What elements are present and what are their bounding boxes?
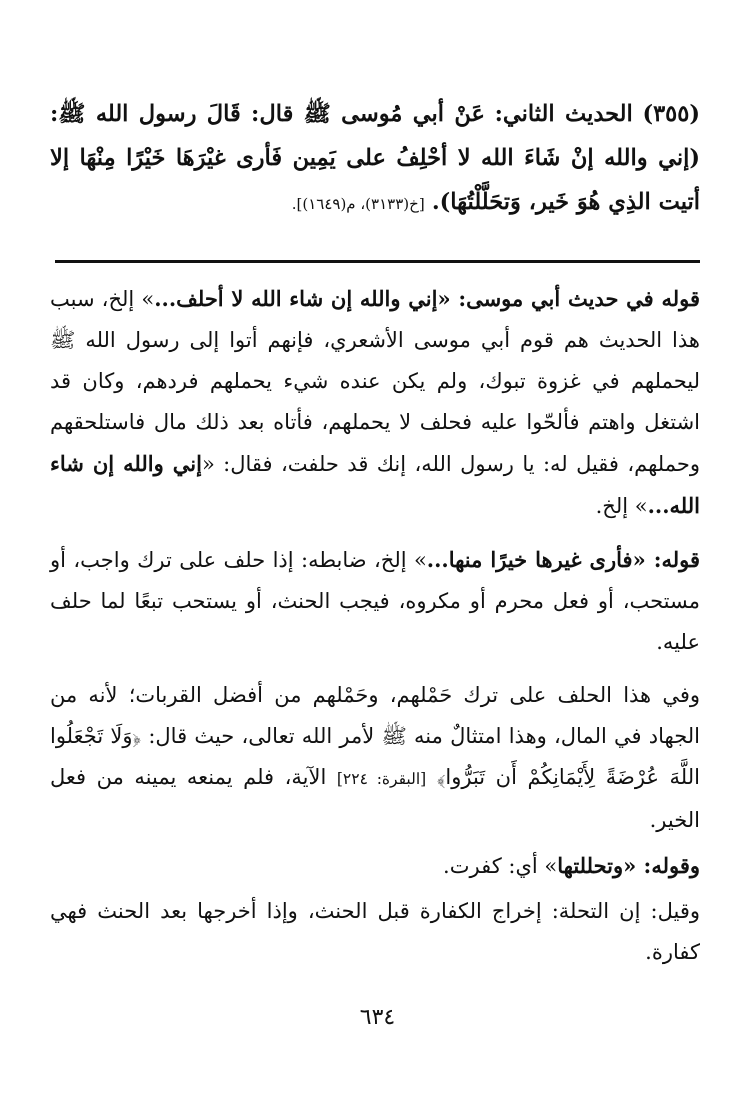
comment-quote: وتحللتها	[557, 853, 624, 878]
quran-reference: [البقرة: ٢٢٤]	[336, 770, 427, 788]
commentary-block	[50, 278, 700, 985]
comment-lead: وقوله: «	[623, 853, 700, 878]
comment-lead: قوله: «	[632, 547, 700, 572]
comment-text: » إلخ.	[595, 494, 648, 518]
hadith-heading: الحديث الثاني:	[494, 101, 633, 127]
comment-text: » إلخ، سبب هذا الحديث هم قوم أبي موسى الأشعري، فإنهم أتوا إلى رسول الله ﷺ ليحملهم في غزوة تبوك، ولم يكن عنده شيء يحملهم فردهم، وكان قد اشتغل واهتم فألحّوا عليه فحلف لا يحملهم، فأتاه بعد ذلك مال فاستلحقهم وحملهم، فقيل له: يا رسول الله، إنك قد حلفت، فقال: «	[50, 287, 701, 476]
comment-text: » أي: كفرت.	[443, 854, 558, 878]
comment-lead: قوله في حديث أبي موسى: «	[437, 286, 701, 311]
commentary-paragraph	[50, 891, 700, 973]
commentary-paragraph	[50, 845, 700, 887]
hadith-number: (٣٥٥)	[642, 101, 701, 127]
section-divider	[55, 260, 700, 263]
page-number: ٦٣٤	[359, 1005, 396, 1030]
hadith-reference: [خ(٣١٣٣)، م(١٦٤٩)].	[291, 195, 425, 213]
hadith-block	[50, 92, 700, 226]
comment-text: الآية، فلم يمنعه يمينه من فعل الخير.	[50, 765, 700, 832]
commentary-paragraph	[50, 278, 700, 527]
hadith-text: عَنْ أبي مُوسى ﷺ قال: قَالَ رسول الله ﷺ: (إني والله إنْ شَاءَ الله لا أحْلِفُ على يَمِين فَأرى غيْرَهَا خَيْرًا مِنْهَا إلا أتيت الذِي هُوَ خَير، وَتحَلَّلْتُهَا).	[50, 101, 700, 215]
comment-quote: إني والله إن شاء الله...	[50, 451, 700, 518]
commentary-paragraph	[50, 675, 700, 841]
comment-quote: فأرى غيرها خيرًا منها...	[426, 547, 633, 572]
commentary-paragraph	[50, 539, 700, 663]
comment-text: » إلخ، ضابطه: إذا حلف على ترك واجب، أو مستحب، أو فعل محرم أو مكروه، فيجب الحنث، أو يستحب تبعًا لما حلف عليه.	[50, 548, 700, 654]
comment-text: وفي هذا الحلف على ترك حَمْلهم، وحَمْلهم من أفضل القربات؛ لأنه من الجهاد في المال، وهذا امتثالٌ منه ﷺ لأمر الله تعالى، حيث قال: ﴿وَلَا تَجْعَلُوا اللَّهَ عُرْضَةً لِأَيْمَانِكُمْ أَن تَبَرُّوا﴾	[50, 683, 700, 789]
comment-quote: إني والله إن شاء الله لا أحلف...	[154, 286, 438, 311]
comment-text: وقيل: إن التحلة: إخراج الكفارة قبل الحنث، وإذا أخرجها بعد الحنث فهي كفارة.	[50, 899, 700, 964]
